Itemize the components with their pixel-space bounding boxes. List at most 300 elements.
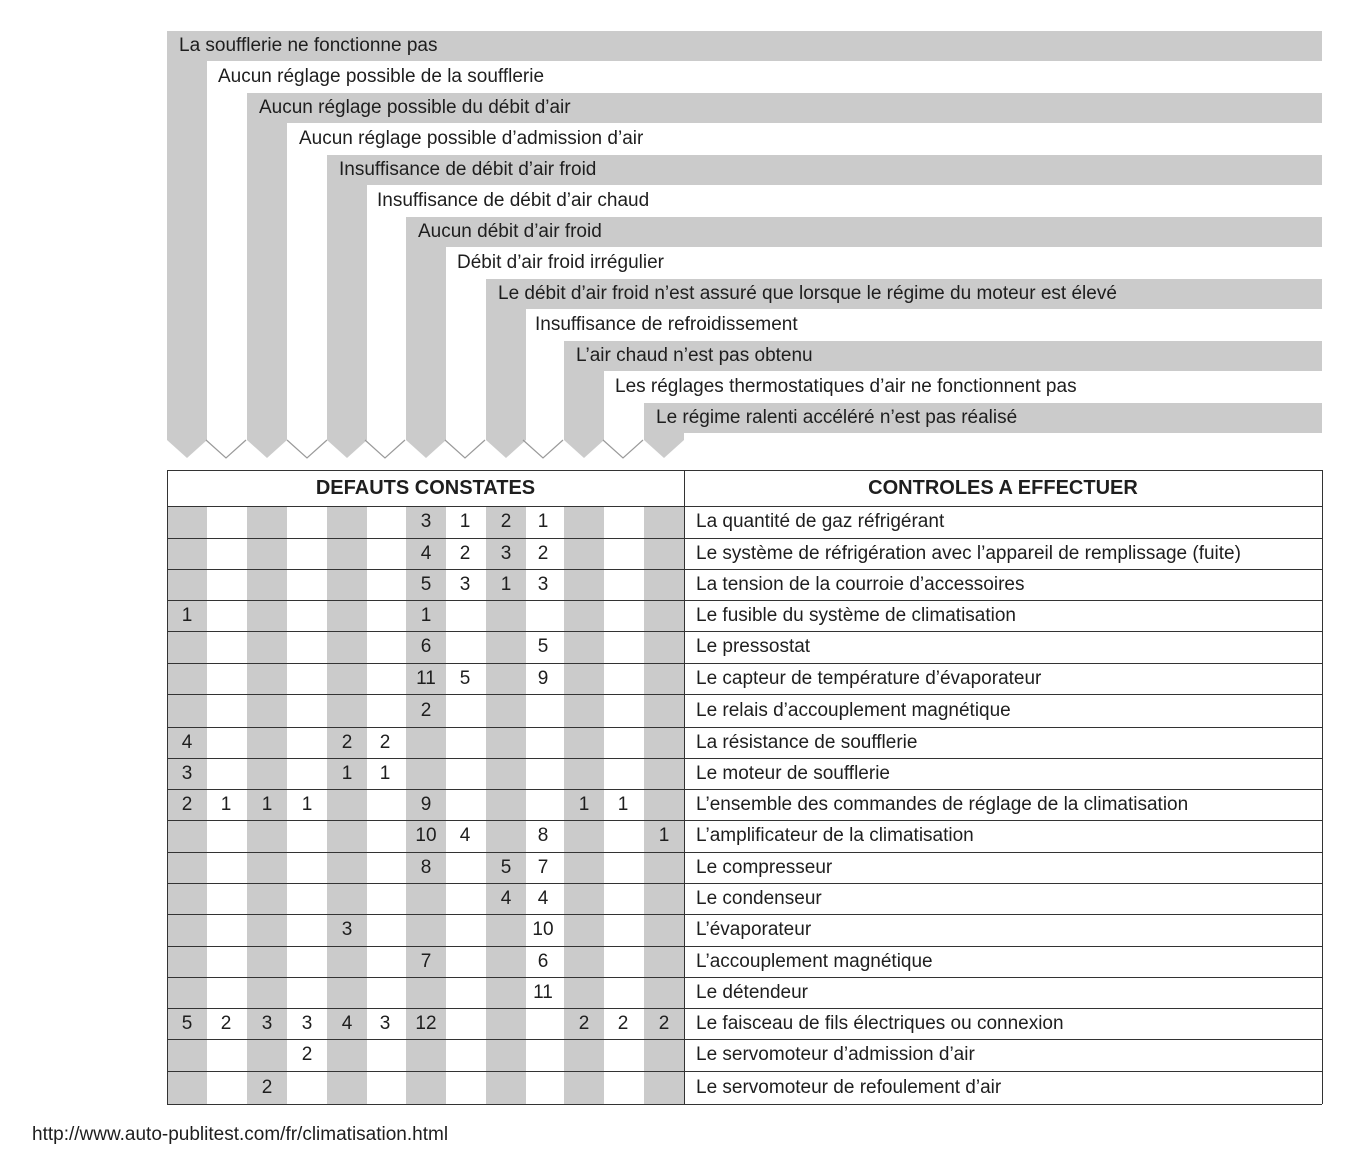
table-row	[167, 820, 1323, 852]
order-cell	[287, 631, 327, 663]
order-cell	[486, 600, 526, 631]
fault-label: Aucun réglage possible du débit d’air	[259, 97, 571, 118]
order-cell	[206, 1039, 246, 1071]
order-cell	[287, 914, 327, 946]
table-row	[167, 727, 1323, 758]
order-cell	[603, 569, 643, 600]
order-cell	[247, 694, 287, 727]
table-border-bottom	[167, 1104, 1322, 1105]
order-cell	[445, 946, 485, 977]
order-cell	[206, 569, 246, 600]
order-cell	[206, 758, 246, 789]
order-cell: 11	[416, 668, 436, 689]
order-cell: 1	[301, 794, 313, 815]
table-border-right	[1322, 470, 1323, 1104]
order-cell: 2	[379, 732, 391, 753]
order-cell	[603, 600, 643, 631]
order-cell	[564, 883, 604, 914]
order-cell	[206, 977, 246, 1008]
order-cell	[644, 789, 684, 820]
order-cell	[523, 1039, 563, 1071]
order-cell: 2	[459, 543, 471, 564]
table-row-divider	[167, 1071, 1322, 1072]
order-cell	[445, 789, 485, 820]
table-border-top	[167, 470, 1322, 471]
order-cell	[486, 663, 526, 694]
fault-arrow	[564, 440, 604, 458]
order-cell: 6	[420, 636, 432, 657]
header-defauts-constates: DEFAUTS CONSTATES	[315, 477, 536, 499]
order-cell	[247, 727, 287, 758]
order-cell	[523, 600, 563, 631]
fault-arrow	[523, 440, 563, 458]
order-cell	[644, 663, 684, 694]
order-cell	[445, 600, 485, 631]
order-cell	[365, 820, 405, 852]
table-row	[167, 1008, 1323, 1039]
order-cell	[167, 946, 207, 977]
order-cell	[327, 946, 367, 977]
order-cell	[167, 914, 207, 946]
order-cell	[247, 914, 287, 946]
order-cell: 8	[420, 857, 432, 878]
table-row	[167, 1039, 1323, 1071]
order-cell	[167, 1071, 207, 1104]
order-cell	[365, 631, 405, 663]
order-cell	[603, 727, 643, 758]
order-cell: 3	[261, 1013, 273, 1034]
order-cell	[445, 758, 485, 789]
order-cell: 2	[537, 543, 549, 564]
order-cell	[287, 694, 327, 727]
order-cell: 1	[500, 574, 512, 595]
order-cell: 4	[537, 888, 549, 909]
order-cell	[564, 631, 604, 663]
order-cell	[287, 727, 327, 758]
fault-label: Insuffisance de débit d’air froid	[339, 159, 597, 180]
order-cell	[486, 758, 526, 789]
fault-label: Insuffisance de refroidissement	[535, 314, 798, 335]
order-cell: 3	[500, 543, 512, 564]
fault-arrow	[287, 440, 327, 458]
fault-arrow	[486, 440, 526, 458]
order-cell	[406, 883, 446, 914]
check-label: La résistance de soufflerie	[696, 732, 918, 753]
order-cell	[644, 727, 684, 758]
order-cell	[365, 694, 405, 727]
order-cell: 8	[537, 825, 549, 846]
order-cell	[167, 820, 207, 852]
check-label: Le faisceau de fils électriques ou connexion	[696, 1013, 1064, 1034]
table-row-divider	[167, 569, 1322, 570]
order-cell	[445, 727, 485, 758]
order-cell	[247, 946, 287, 977]
fault-arrow	[206, 440, 246, 458]
fault-arrow	[603, 440, 643, 458]
order-cell	[644, 600, 684, 631]
order-cell: 2	[500, 511, 512, 532]
order-cell: 1	[379, 763, 391, 784]
order-cell	[603, 852, 643, 883]
order-cell	[486, 820, 526, 852]
order-cell	[247, 977, 287, 1008]
order-cell: 3	[341, 919, 353, 940]
order-cell	[206, 600, 246, 631]
order-cell	[445, 977, 485, 1008]
order-cell	[486, 631, 526, 663]
table-row-divider	[167, 820, 1322, 821]
fault-label: Aucun débit d’air froid	[418, 221, 602, 242]
order-cell: 9	[420, 794, 432, 815]
fault-arrow	[247, 440, 287, 458]
order-cell	[167, 977, 207, 1008]
order-cell	[327, 789, 367, 820]
order-cell	[603, 1039, 643, 1071]
table-row	[167, 569, 1323, 600]
table-row	[167, 789, 1323, 820]
check-label: Le servomoteur de refoulement d’air	[696, 1077, 1002, 1098]
table-row	[167, 977, 1323, 1008]
check-label: Le pressostat	[696, 636, 811, 657]
order-cell	[327, 820, 367, 852]
order-cell: 5	[459, 668, 471, 689]
order-cell	[365, 852, 405, 883]
order-cell	[365, 506, 405, 538]
order-cell	[247, 631, 287, 663]
order-cell	[644, 569, 684, 600]
order-cell: 4	[181, 732, 193, 753]
table-row	[167, 538, 1323, 569]
order-cell	[564, 727, 604, 758]
check-label: Le système de réfrigération avec l’appareil de remplissage (fuite)	[696, 543, 1241, 564]
order-cell	[603, 946, 643, 977]
order-cell	[327, 663, 367, 694]
check-label: L’accouplement magnétique	[696, 951, 933, 972]
order-cell	[206, 1071, 246, 1104]
table-row	[167, 946, 1323, 977]
check-label: Le fusible du système de climatisation	[696, 605, 1016, 626]
order-cell	[327, 852, 367, 883]
order-cell	[644, 506, 684, 538]
order-cell	[365, 946, 405, 977]
order-cell	[644, 631, 684, 663]
order-cell	[445, 914, 485, 946]
order-cell	[206, 631, 246, 663]
order-cell	[327, 506, 367, 538]
order-cell	[247, 569, 287, 600]
fault-arrow	[406, 440, 446, 458]
order-cell: 7	[420, 951, 432, 972]
table-row	[167, 694, 1323, 727]
table-row-divider	[167, 758, 1322, 759]
order-cell	[644, 694, 684, 727]
table-row	[167, 914, 1323, 946]
check-label: Le servomoteur d’admission d’air	[696, 1044, 975, 1065]
order-cell	[445, 694, 485, 727]
order-cell	[247, 758, 287, 789]
table-row-divider	[167, 727, 1322, 728]
order-cell	[564, 977, 604, 1008]
order-cell	[206, 506, 246, 538]
source-url[interactable]: http://www.auto-publitest.com/fr/climatisation.html	[32, 1124, 449, 1145]
order-cell	[365, 977, 405, 1008]
order-cell	[365, 789, 405, 820]
order-cell	[523, 727, 563, 758]
order-cell: 2	[420, 700, 432, 721]
table-row-divider	[167, 946, 1322, 947]
order-cell	[486, 946, 526, 977]
order-cell	[644, 758, 684, 789]
order-cell: 3	[420, 511, 432, 532]
order-cell: 4	[420, 543, 432, 564]
order-cell	[247, 538, 287, 569]
table-row-divider	[167, 1039, 1322, 1040]
order-cell	[564, 538, 604, 569]
order-cell	[167, 663, 207, 694]
order-cell	[603, 538, 643, 569]
table-row-divider	[167, 631, 1322, 632]
order-cell: 6	[537, 951, 549, 972]
fault-arrow	[327, 440, 367, 458]
order-cell: 5	[500, 857, 512, 878]
order-cell	[603, 977, 643, 1008]
order-cell	[644, 977, 684, 1008]
order-cell	[603, 758, 643, 789]
order-cell	[445, 631, 485, 663]
order-cell	[206, 914, 246, 946]
order-cell	[247, 883, 287, 914]
order-cell	[603, 506, 643, 538]
order-cell	[564, 820, 604, 852]
fault-arrow	[167, 440, 207, 458]
order-cell	[287, 977, 327, 1008]
table-row-divider	[167, 914, 1322, 915]
order-cell	[445, 1039, 485, 1071]
order-cell: 3	[537, 574, 549, 595]
order-cell	[486, 789, 526, 820]
order-cell	[365, 1071, 405, 1104]
order-cell	[365, 663, 405, 694]
order-cell	[206, 883, 246, 914]
order-cell	[287, 569, 327, 600]
order-cell	[486, 694, 526, 727]
order-cell	[167, 694, 207, 727]
order-cell	[247, 820, 287, 852]
order-cell: 2	[658, 1013, 670, 1034]
order-cell	[365, 600, 405, 631]
order-cell: 2	[220, 1013, 232, 1034]
order-cell	[564, 663, 604, 694]
order-cell: 4	[459, 825, 471, 846]
order-cell	[327, 1071, 367, 1104]
order-cell	[206, 852, 246, 883]
order-cell	[486, 914, 526, 946]
order-cell	[445, 1071, 485, 1104]
fault-arrow	[365, 440, 405, 458]
table-row-divider	[167, 538, 1322, 539]
order-cell	[603, 820, 643, 852]
order-cell	[365, 569, 405, 600]
table-row-divider	[167, 694, 1322, 695]
order-cell	[644, 1039, 684, 1071]
order-cell	[287, 852, 327, 883]
order-cell	[523, 758, 563, 789]
order-cell	[287, 600, 327, 631]
order-cell	[603, 663, 643, 694]
order-cell	[327, 600, 367, 631]
order-cell: 1	[341, 763, 353, 784]
table-row	[167, 758, 1323, 789]
fault-label: Les réglages thermostatiques d’air ne fonctionnent pas	[615, 376, 1077, 397]
order-cell	[406, 977, 446, 1008]
fault-label: L’air chaud n’est pas obtenu	[576, 345, 813, 366]
order-cell: 3	[301, 1013, 313, 1034]
order-cell	[564, 694, 604, 727]
order-cell	[603, 694, 643, 727]
order-cell	[327, 569, 367, 600]
order-cell	[206, 946, 246, 977]
order-cell: 10	[532, 919, 554, 940]
order-cell	[564, 506, 604, 538]
order-cell: 5	[537, 636, 549, 657]
order-cell	[406, 727, 446, 758]
order-cell	[564, 1071, 604, 1104]
order-cell	[564, 600, 604, 631]
order-cell	[564, 569, 604, 600]
order-cell	[327, 1039, 367, 1071]
order-cell	[167, 569, 207, 600]
fault-label: Aucun réglage possible de la soufflerie	[218, 66, 545, 87]
order-cell: 1	[420, 605, 432, 626]
order-cell	[406, 914, 446, 946]
order-cell: 1	[220, 794, 232, 815]
order-cell	[523, 694, 563, 727]
order-cell: 3	[459, 574, 471, 595]
check-label: L’évaporateur	[696, 919, 812, 940]
order-cell: 1	[658, 825, 670, 846]
order-cell: 2	[261, 1077, 273, 1098]
table-row-divider	[167, 977, 1322, 978]
order-cell	[287, 663, 327, 694]
order-cell	[603, 1071, 643, 1104]
order-cell	[167, 538, 207, 569]
table-row-divider	[167, 663, 1322, 664]
order-cell	[486, 1039, 526, 1071]
order-cell	[365, 914, 405, 946]
order-cell: 1	[617, 794, 629, 815]
order-cell	[206, 820, 246, 852]
check-label: Le relais d’accouplement magnétique	[696, 700, 1011, 721]
order-cell	[564, 946, 604, 977]
order-cell: 1	[459, 511, 471, 532]
table-row-divider	[167, 789, 1322, 790]
order-cell	[287, 758, 327, 789]
order-cell	[445, 883, 485, 914]
table-row-divider	[167, 852, 1322, 853]
order-cell: 1	[261, 794, 273, 815]
order-cell	[445, 852, 485, 883]
order-cell	[644, 538, 684, 569]
order-cell	[445, 1008, 485, 1039]
order-cell	[486, 977, 526, 1008]
order-cell	[167, 852, 207, 883]
order-cell	[167, 883, 207, 914]
order-cell	[564, 1039, 604, 1071]
order-cell: 2	[578, 1013, 590, 1034]
header-controles-a-effectuer: CONTROLES A EFFECTUER	[868, 477, 1138, 499]
order-cell	[486, 1071, 526, 1104]
order-cell	[287, 506, 327, 538]
fault-arrow	[445, 440, 485, 458]
order-cell: 9	[537, 668, 549, 689]
fault-label: Aucun réglage possible d’admission d’air	[299, 128, 644, 149]
table-row	[167, 600, 1323, 631]
order-cell	[365, 1039, 405, 1071]
order-cell: 1	[181, 605, 193, 626]
order-cell	[603, 631, 643, 663]
order-cell	[523, 1071, 563, 1104]
order-cell: 2	[181, 794, 193, 815]
order-cell: 2	[301, 1044, 313, 1065]
order-cell	[247, 1039, 287, 1071]
table-row-divider	[167, 506, 1322, 507]
check-label: Le détendeur	[696, 982, 808, 1003]
order-cell: 7	[537, 857, 549, 878]
table-row	[167, 1071, 1323, 1104]
fault-label: Insuffisance de débit d’air chaud	[377, 190, 650, 211]
order-cell	[247, 506, 287, 538]
check-label: La quantité de gaz réfrigérant	[696, 511, 945, 532]
table-row-divider	[167, 883, 1322, 884]
fault-arrows	[0, 0, 1360, 470]
order-cell	[523, 789, 563, 820]
order-cell	[287, 1071, 327, 1104]
order-cell	[247, 600, 287, 631]
order-cell	[287, 946, 327, 977]
order-cell	[247, 663, 287, 694]
order-cell	[167, 506, 207, 538]
check-label: Le condenseur	[696, 888, 822, 909]
order-cell: 4	[500, 888, 512, 909]
fault-label: Le régime ralenti accéléré n’est pas réalisé	[656, 407, 1018, 428]
check-label: Le capteur de température d’évaporateur	[696, 668, 1042, 689]
order-cell: 11	[533, 982, 553, 1003]
table-row	[167, 631, 1323, 663]
table-row-divider	[167, 600, 1322, 601]
fault-label: Le débit d’air froid n’est assuré que lorsque le régime du moteur est élevé	[498, 283, 1117, 304]
order-cell: 1	[537, 511, 549, 532]
check-label: Le compresseur	[696, 857, 833, 878]
fault-label: La soufflerie ne fonctionne pas	[179, 35, 438, 56]
order-cell: 3	[379, 1013, 391, 1034]
order-cell	[603, 914, 643, 946]
check-label: Le moteur de soufflerie	[696, 763, 890, 784]
order-cell	[167, 631, 207, 663]
table-row	[167, 883, 1323, 914]
order-cell	[327, 538, 367, 569]
order-cell	[206, 663, 246, 694]
order-cell	[406, 1039, 446, 1071]
order-cell: 4	[341, 1013, 353, 1034]
order-cell: 2	[341, 732, 353, 753]
order-cell	[287, 820, 327, 852]
table-border-left	[167, 470, 168, 1104]
check-label: L’amplificateur de la climatisation	[696, 825, 974, 846]
order-cell: 2	[617, 1013, 629, 1034]
table-row-divider	[167, 1008, 1322, 1009]
order-cell: 5	[420, 574, 432, 595]
order-cell	[406, 1071, 446, 1104]
